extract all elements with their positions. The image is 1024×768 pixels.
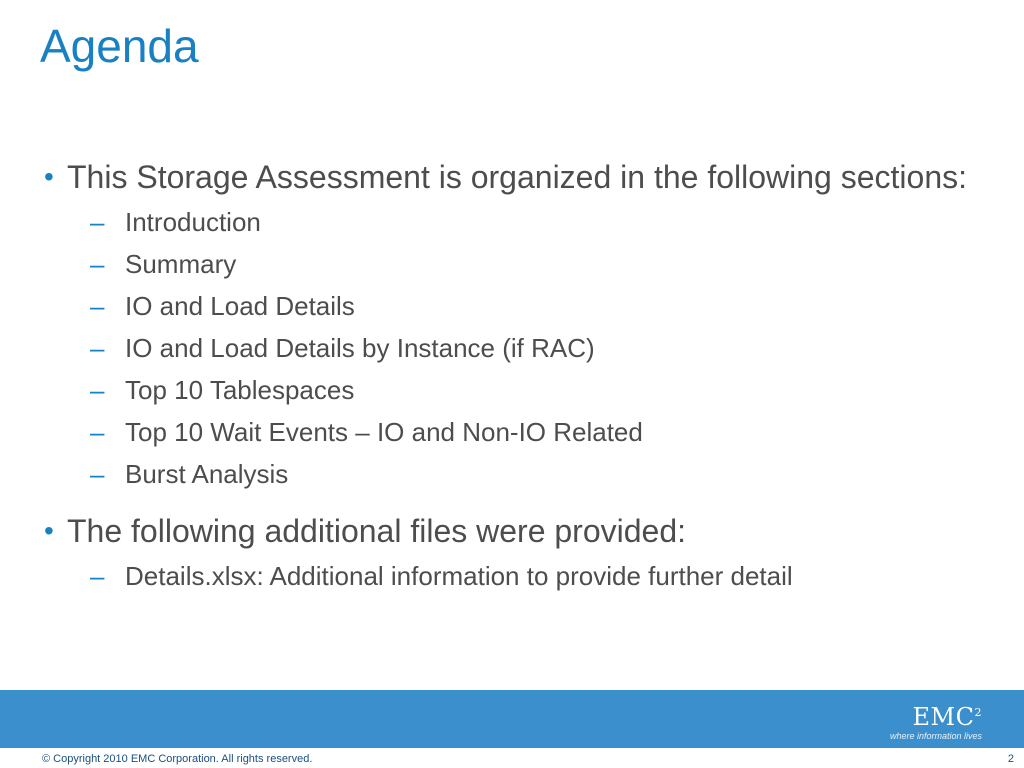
dash-icon: – (90, 291, 105, 321)
sub-bullet-text: Details.xlsx: Additional information to provide further detail (125, 561, 793, 591)
sub-bullet-item (40, 201, 990, 243)
bullet-group-files (40, 509, 990, 597)
dash-icon: – (90, 561, 105, 591)
bullet-dot-icon: • (44, 161, 54, 192)
sub-bullet-item (40, 555, 990, 597)
footer-band (0, 690, 1024, 748)
sub-bullet-item (40, 243, 990, 285)
sub-bullet-item (40, 453, 990, 495)
sub-bullet-item (40, 285, 990, 327)
sub-bullet-item (40, 327, 990, 369)
sub-bullet-item (40, 369, 990, 411)
dash-icon: – (90, 207, 105, 237)
bullet-group-sections (40, 155, 990, 495)
sub-bullet-list (40, 555, 990, 597)
logo-tagline: where information lives (889, 731, 982, 741)
sub-bullet-text: Introduction (125, 207, 261, 237)
sub-bullet-text: IO and Load Details by Instance (if RAC) (125, 333, 595, 363)
dash-icon: – (90, 417, 105, 447)
bullet-level1 (40, 155, 990, 199)
sub-bullet-text: Top 10 Tablespaces (125, 375, 355, 405)
copyright-text: © Copyright 2010 EMC Corporation. All rights reserved. (42, 753, 313, 765)
bullet-text: The following additional files were provided: (67, 513, 687, 549)
logo-wordmark (890, 700, 982, 730)
emc-logo (890, 700, 982, 742)
logo-superscript: 2 (974, 706, 982, 719)
dash-icon: – (90, 375, 105, 405)
footer-bar (0, 748, 1024, 768)
bullet-dot-icon: • (44, 515, 54, 546)
logo-text: EMC (912, 703, 975, 731)
dash-icon: – (90, 333, 105, 363)
dash-icon: – (90, 249, 105, 279)
sub-bullet-text: Summary (125, 249, 237, 279)
page-number: 2 (1007, 753, 1014, 765)
sub-bullet-text: IO and Load Details (125, 291, 355, 321)
sub-bullet-list (40, 201, 990, 495)
slide-title: Agenda (40, 20, 199, 72)
sub-bullet-text: Top 10 Wait Events – IO and Non-IO Related (125, 417, 643, 447)
slide-content (40, 155, 990, 597)
dash-icon: – (90, 459, 105, 489)
bullet-level1 (40, 509, 990, 553)
sub-bullet-item (40, 411, 990, 453)
sub-bullet-text: Burst Analysis (125, 459, 289, 489)
bullet-text: This Storage Assessment is organized in the following sections: (67, 159, 968, 195)
